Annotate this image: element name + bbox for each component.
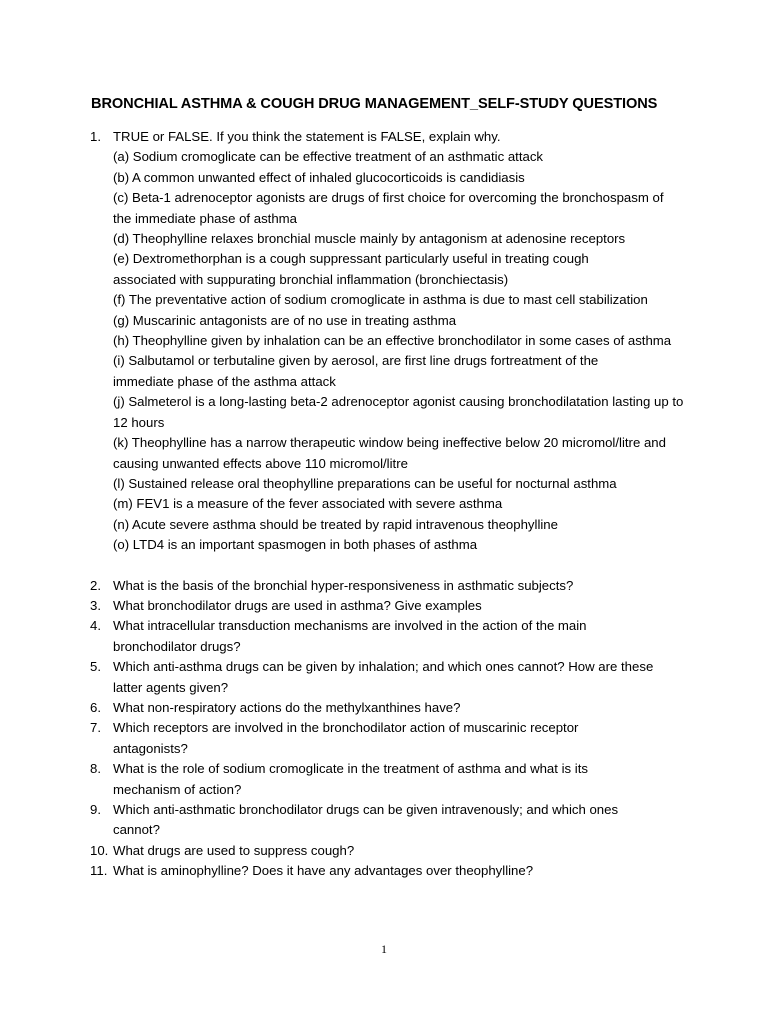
question-5 bbox=[0, 657, 768, 698]
question-text: Which receptors are involved in the bronchodilator action of muscarinic receptor antagonists? bbox=[113, 720, 579, 756]
statement-o: (o) LTD4 is an important spasmogen in both phases of asthma bbox=[113, 537, 478, 553]
question-number: 5. bbox=[90, 659, 101, 675]
question-text: TRUE or FALSE. If you think the statement is FALSE, explain why. bbox=[113, 129, 501, 144]
question-number: 6. bbox=[90, 699, 101, 715]
page-number: 1 bbox=[381, 942, 387, 956]
statement-j: (j) Salmeterol is a long-lasting beta-2 adrenoceptor agonist causing bronchodilatation lasting up to 12 hours bbox=[113, 394, 684, 430]
question-text: Which anti-asthmatic bronchodilator drugs can be given intravenously; and which ones cannot? bbox=[113, 802, 619, 838]
question-text: What drugs are used to suppress cough? bbox=[113, 842, 355, 858]
question-11 bbox=[0, 861, 768, 881]
question-number: 3. bbox=[90, 597, 101, 613]
question-number: 10. bbox=[90, 842, 109, 858]
question-number: 8. bbox=[90, 761, 101, 777]
question-text: What non-respiratory actions do the methylxanthines have? bbox=[113, 699, 461, 715]
statement-i: (i) Salbutamol or terbutaline given by aerosol, are first line drugs fortreatment of the immediate phase of the asthma attack bbox=[113, 353, 599, 389]
statement-k: (k) Theophylline has a narrow therapeutic window being ineffective below 20 micromol/litre and causing unwanted effects above 110 micromol/litre bbox=[113, 435, 666, 471]
statement-l: (l) Sustained release oral theophylline preparations can be useful for nocturnal asthma bbox=[113, 475, 617, 491]
question-number: 9. bbox=[90, 802, 101, 817]
question-number: 2. bbox=[90, 577, 101, 593]
statement-b: (b) A common unwanted effect of inhaled glucocorticoids is candidiasis bbox=[113, 169, 525, 185]
question-number: 1. bbox=[90, 129, 101, 144]
spacer bbox=[0, 556, 768, 576]
question-4 bbox=[0, 616, 768, 657]
question-text: What intracellular transduction mechanisms are involved in the action of the main bronchodilator drugs? bbox=[113, 618, 587, 654]
question-text: What is the basis of the bronchial hyper-responsiveness in asthmatic subjects? bbox=[113, 577, 574, 593]
statement-a: (a) Sodium cromoglicate can be effective treatment of an asthmatic attack bbox=[113, 149, 544, 165]
statement-c: (c) Beta-1 adrenoceptor agonists are drugs of first choice for overcoming the bronchospasm of the immediate phase of asthma bbox=[113, 190, 664, 226]
question-text: What is aminophylline? Does it have any advantages over theophylline? bbox=[113, 863, 534, 879]
question-text: Which anti-asthma drugs can be given by inhalation; and which ones cannot? How are these latter agents given? bbox=[113, 659, 654, 695]
question-list bbox=[0, 127, 768, 882]
statement-m: (m) FEV1 is a measure of the fever associated with severe asthma bbox=[113, 496, 503, 512]
document-title: BRONCHIAL ASTHMA & COUGH DRUG MANAGEMENT_SELF-STUDY QUESTIONS bbox=[91, 96, 658, 112]
question-8 bbox=[0, 759, 768, 800]
question-text: What bronchodilator drugs are used in asthma? Give examples bbox=[113, 597, 482, 613]
statement-h: (h) Theophylline given by inhalation can be an effective bronchodilator in some cases of asthma bbox=[113, 333, 672, 349]
question-1 bbox=[0, 127, 768, 556]
question-6 bbox=[0, 698, 768, 718]
question-number: 4. bbox=[90, 618, 101, 634]
statement-g: (g) Muscarinic antagonists are of no use in treating asthma bbox=[113, 312, 457, 328]
question-9 bbox=[0, 800, 768, 841]
question-number: 7. bbox=[90, 720, 101, 736]
question-text: What is the role of sodium cromoglicate in the treatment of asthma and what is its mechanism of action? bbox=[113, 761, 588, 797]
statement-n: (n) Acute severe asthma should be treated by rapid intravenous theophylline bbox=[113, 516, 558, 532]
question-number: 11. bbox=[90, 863, 108, 879]
question-2 bbox=[0, 576, 768, 596]
statement-e: (e) Dextromethorphan is a cough suppressant particularly useful in treating cough associated with suppurating bronchial inflammation (bronchiectasis) bbox=[113, 251, 589, 287]
question-7 bbox=[0, 718, 768, 759]
question-10 bbox=[0, 841, 768, 861]
statement-d: (d) Theophylline relaxes bronchial muscle mainly by antagonism at adenosine receptors bbox=[113, 231, 626, 247]
question-3 bbox=[0, 596, 768, 616]
statement-f: (f) The preventative action of sodium cromoglicate in asthma is due to mast cell stabilization bbox=[113, 292, 648, 308]
